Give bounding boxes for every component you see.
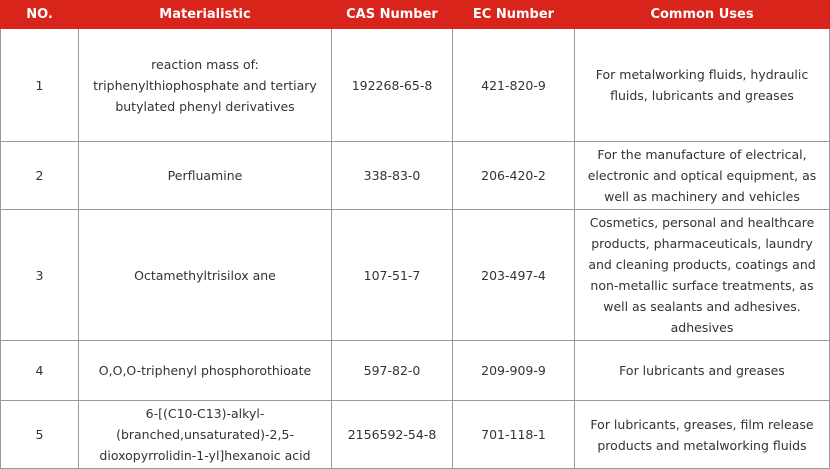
table-header	[1, 1, 830, 29]
cell-material: Octamethyltrisilox ane	[79, 210, 332, 341]
table-row	[1, 29, 830, 142]
cell-cas-number: 192268-65-8	[332, 29, 453, 142]
cell-no: 2	[1, 142, 79, 210]
cell-common-uses: Cosmetics, personal and healthcare products, pharmaceuticals, laundry and cleaning products, coatings and non-metallic surface treatments, as well as sealants and adhesives. adhesives	[575, 210, 830, 341]
header-materialistic: Materialistic	[79, 1, 332, 29]
cell-cas-number: 597-82-0	[332, 341, 453, 401]
cell-cas-number: 107-51-7	[332, 210, 453, 341]
table-row	[1, 401, 830, 469]
cell-material: 6-[(C10-C13)-alkyl-(branched,unsaturated)-2,5-dioxopyrrolidin-1-yl]hexanoic acid	[79, 401, 332, 469]
cell-ec-number: 701-118-1	[453, 401, 575, 469]
header-row	[1, 1, 830, 29]
table-row	[1, 341, 830, 401]
header-cas-number: CAS Number	[332, 1, 453, 29]
cell-common-uses: For lubricants, greases, film release products and metalworking fluids	[575, 401, 830, 469]
cell-no: 4	[1, 341, 79, 401]
cell-material: O,O,O-triphenyl phosphorothioate	[79, 341, 332, 401]
cell-common-uses: For the manufacture of electrical, electronic and optical equipment, as well as machinery and vehicles	[575, 142, 830, 210]
cell-common-uses: For metalworking fluids, hydraulic fluids, lubricants and greases	[575, 29, 830, 142]
table-body	[1, 29, 830, 469]
table-row	[1, 210, 830, 341]
cell-cas-number: 2156592-54-8	[332, 401, 453, 469]
header-ec-number: EC Number	[453, 1, 575, 29]
cell-ec-number: 203-497-4	[453, 210, 575, 341]
cell-ec-number: 209-909-9	[453, 341, 575, 401]
table-row	[1, 142, 830, 210]
cell-material: reaction mass of: triphenylthiophosphate and tertiary butylated phenyl derivatives	[79, 29, 332, 142]
cell-cas-number: 338-83-0	[332, 142, 453, 210]
cell-no: 1	[1, 29, 79, 142]
header-no: NO.	[1, 1, 79, 29]
cell-no: 3	[1, 210, 79, 341]
cell-ec-number: 206-420-2	[453, 142, 575, 210]
cell-no: 5	[1, 401, 79, 469]
cell-ec-number: 421-820-9	[453, 29, 575, 142]
header-common-uses: Common Uses	[575, 1, 830, 29]
cell-material: Perfluamine	[79, 142, 332, 210]
cell-common-uses: For lubricants and greases	[575, 341, 830, 401]
